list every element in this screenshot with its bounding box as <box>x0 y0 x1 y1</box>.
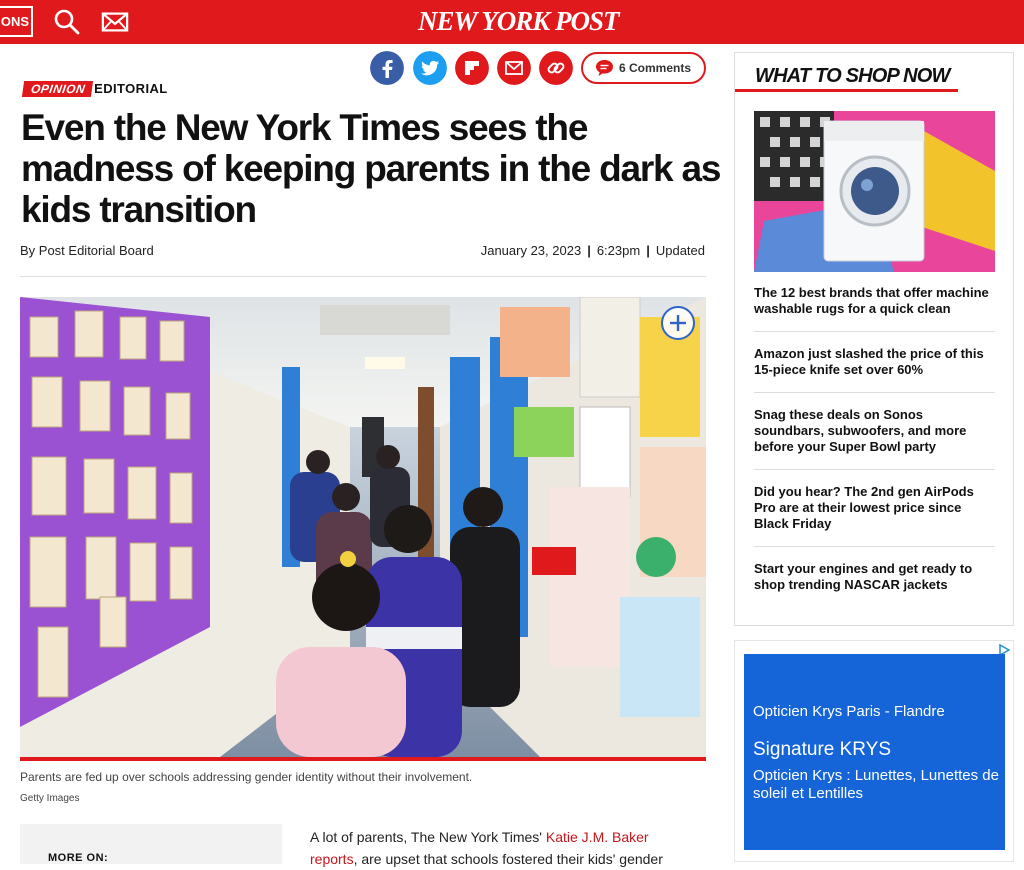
search-icon[interactable] <box>53 8 81 36</box>
article-body <box>310 826 710 870</box>
reports-link[interactable]: reports <box>310 851 354 867</box>
shop-item[interactable]: Snag these deals on Sonos soundbars, subwoofers, and more before your Super Bowl party <box>754 407 995 470</box>
washing-machine-rugs-illustration <box>754 111 995 272</box>
site-logo[interactable] <box>418 4 618 38</box>
article-photo[interactable] <box>20 297 706 757</box>
byline[interactable]: By Post Editorial Board <box>20 243 154 258</box>
facebook-icon[interactable] <box>370 51 404 85</box>
shop-list <box>754 285 995 621</box>
body-text-end: , are upset that schools fostered their kids' gender <box>353 851 663 867</box>
article-kicker <box>23 80 168 96</box>
shop-item[interactable]: Did you hear? The 2nd gen AirPods Pro are at their lowest price since Black Friday <box>754 484 995 547</box>
link-icon[interactable] <box>539 51 573 85</box>
expand-photo-icon[interactable] <box>662 307 694 339</box>
shop-featured-image[interactable] <box>754 111 995 272</box>
logo-text: NEW YORK POST <box>418 6 619 36</box>
ad-creative[interactable] <box>744 654 1005 850</box>
comments-label: 6 Comments <box>619 61 692 75</box>
photo-caption: Parents are fed up over schools addressing gender identity without their involvement. <box>20 770 473 784</box>
ad-title: Signature KRYS <box>753 739 892 760</box>
what-to-shop-now-module <box>734 52 1014 626</box>
twitter-icon[interactable] <box>413 51 447 85</box>
opinion-tag[interactable]: OPINION <box>22 81 93 97</box>
photo-credit: Getty Images <box>20 793 80 804</box>
shop-title-underline <box>735 89 958 92</box>
more-on-box <box>20 824 282 864</box>
publish-time: 6:23pm <box>596 243 641 258</box>
article-headline: Even the New York Times sees the madness of keeping parents in the dark as kids transition <box>21 107 721 230</box>
more-on-label: MORE ON: <box>48 852 109 864</box>
flipboard-icon[interactable] <box>455 51 489 85</box>
sections-button[interactable]: ONS <box>0 6 33 37</box>
shop-item[interactable]: Start your engines and get ready to shop trending NASCAR jackets <box>754 561 973 592</box>
hallway-photo-illustration <box>20 297 706 757</box>
site-header <box>0 0 1024 44</box>
ad-description: Opticien Krys : Lunettes, Lunettes de soleil et Lentilles <box>753 767 999 802</box>
dateline: January 23, 2023 | 6:23pm | Updated <box>480 243 705 258</box>
editorial-tag[interactable]: EDITORIAL <box>94 81 168 96</box>
shop-item[interactable]: The 12 best brands that offer machine washable rugs for a quick clean <box>754 285 995 332</box>
body-text-start: A lot of parents, The New York Times' <box>310 829 542 845</box>
comment-bubble-icon <box>595 59 614 77</box>
comments-button[interactable] <box>581 52 706 84</box>
shop-module-title: WHAT TO SHOP NOW <box>755 65 950 87</box>
email-icon[interactable] <box>497 51 531 85</box>
author-link[interactable]: Katie J.M. Baker <box>545 829 649 845</box>
ad-headline: Opticien Krys Paris - Flandre <box>753 703 945 720</box>
divider <box>20 276 706 277</box>
photo-accent-bar <box>20 757 706 761</box>
shop-item[interactable]: Amazon just slashed the price of this 15-piece knife set over 60% <box>754 346 995 393</box>
advertisement <box>734 640 1014 862</box>
mail-icon[interactable] <box>101 8 129 36</box>
publish-date: January 23, 2023 <box>480 243 582 258</box>
updated-label: Updated <box>655 243 705 258</box>
